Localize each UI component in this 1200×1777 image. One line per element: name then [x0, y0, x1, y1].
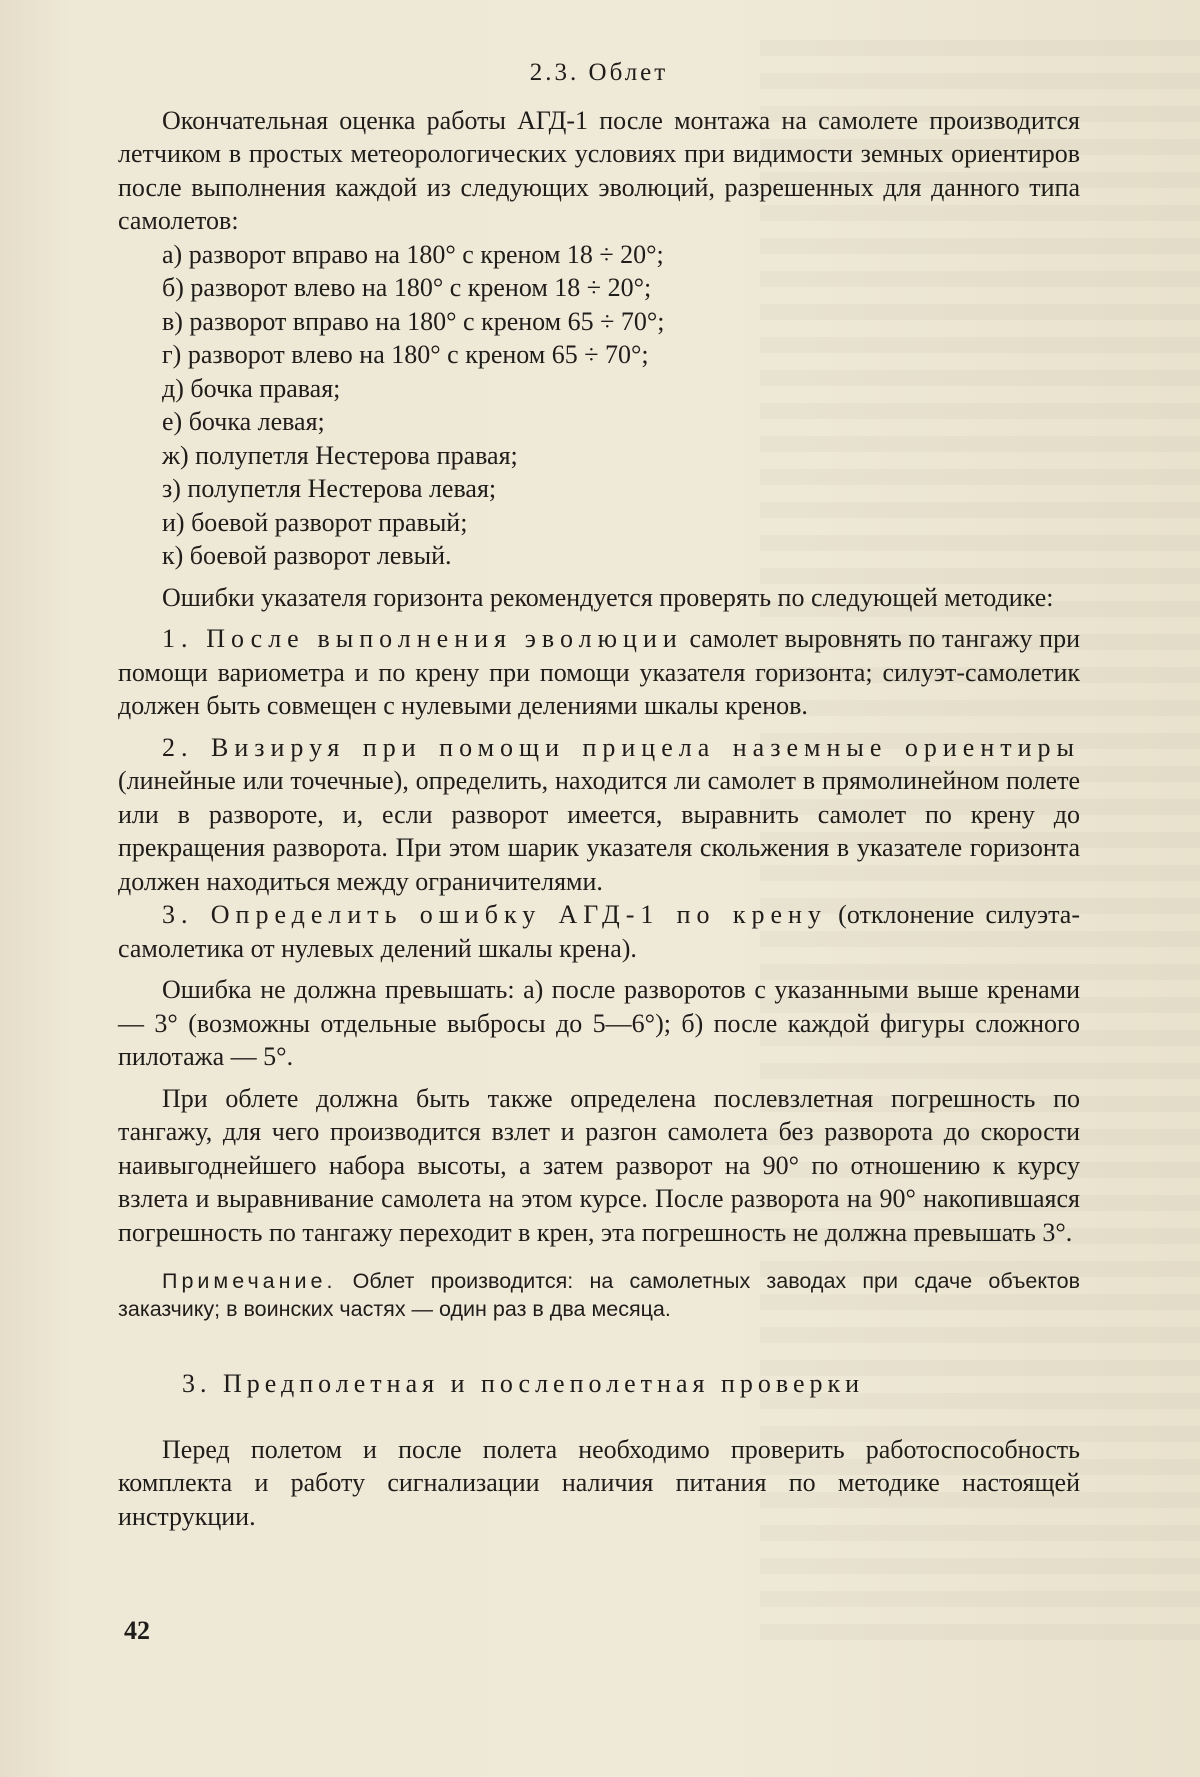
list-item: г) разворот влево на 180° с креном 65 ÷ 70°;	[118, 338, 1080, 372]
note-label: Примечание.	[162, 1269, 336, 1293]
method-step-lead: 3. Определить ошибку АГД-1 по крену	[162, 900, 827, 929]
page-content	[118, 56, 1080, 1533]
page-number: 42	[124, 1616, 150, 1646]
method-step-1	[118, 622, 1080, 723]
chapter-paragraph: Перед полетом и после полета необходимо проверить работоспособность комплекта и работу сигнализации наличия питания по методике настоящей инструкции.	[118, 1433, 1080, 1534]
list-item: а) разворот вправо на 180° с креном 18 ÷ 20°;	[118, 238, 1080, 272]
method-step-lead: 1. После выполнения эволюции	[162, 624, 683, 653]
list-item: в) разворот вправо на 180° с креном 65 ÷ 70°;	[118, 305, 1080, 339]
method-step-2	[118, 731, 1080, 899]
method-step-text: самолет выровнять по тангажу при помощи вариометра и по крену при помощи указателя горизонта; силуэт-самолетик должен быть совмещен с нулевыми делениями шкалы кренов.	[118, 624, 1080, 720]
list-item: б) разворот влево на 180° с креном 18 ÷ 20°;	[118, 271, 1080, 305]
note-paragraph	[118, 1267, 1080, 1323]
document-page	[0, 0, 1200, 1777]
note-text: Облет производится: на самолетных заводах при сдаче объектов заказчику; в воинских частях — один раз в два месяца.	[118, 1269, 1080, 1321]
method-step-text: (линейные или точечные), определить, находится ли самолет в прямолинейном полете или в развороте, и, если разворот имеется, выравнить самолет по крену до прекращения разворота. При этом шарик указателя скольжения в указателе горизонта должен находиться между ограничителями.	[118, 766, 1080, 896]
method-step-lead: 2. Визируя при помощи прицела наземные ориентиры	[162, 733, 1080, 762]
section-heading: 2.3. Облет	[118, 56, 1080, 90]
list-item: д) бочка правая;	[118, 372, 1080, 406]
method-step-text: (отклонение силуэта-самолетика от нулевых делений шкалы крена).	[118, 900, 1080, 963]
method-intro-paragraph: Ошибки указателя горизонта рекомендуется проверять по следующей методике:	[118, 581, 1080, 615]
list-item: и) боевой разворот правый;	[118, 506, 1080, 540]
method-step-3	[118, 898, 1080, 965]
list-item: е) бочка левая;	[118, 405, 1080, 439]
list-item: ж) полупетля Нестерова правая;	[118, 439, 1080, 473]
error-limit-paragraph: Ошибка не должна превышать: а) после разворотов с указанными выше кренами — 3° (возможны отдельные выбросы до 5—6°); б) после каждой фигуры сложного пилотажа — 5°.	[118, 973, 1080, 1074]
post-takeoff-paragraph: При облете должна быть также определена послевзлетная погрешность по тангажу, для чего производится взлет и разгон самолета без разворота до скорости наивыгоднейшего набора высоты, а затем разворот на 90° по отношению к курсу взлета и выравнивание самолета на этом курсе. После разворота на 90° накопившаяся погрешность по тангажу переходит в крен, эта погрешность не должна превышать 3°.	[118, 1082, 1080, 1250]
list-item: з) полупетля Нестерова левая;	[118, 472, 1080, 506]
intro-paragraph: Окончательная оценка работы АГД-1 после монтажа на самолете производится летчиком в простых метеорологических условиях при видимости земных ориентиров после выполнения каждой из следующих эволюций, разрешенных для данного типа самолетов:	[118, 104, 1080, 238]
chapter-heading: 3. Предполетная и послеполетная проверки	[118, 1367, 1080, 1401]
list-item: к) боевой разворот левый.	[118, 539, 1080, 573]
maneuver-list	[118, 238, 1080, 573]
